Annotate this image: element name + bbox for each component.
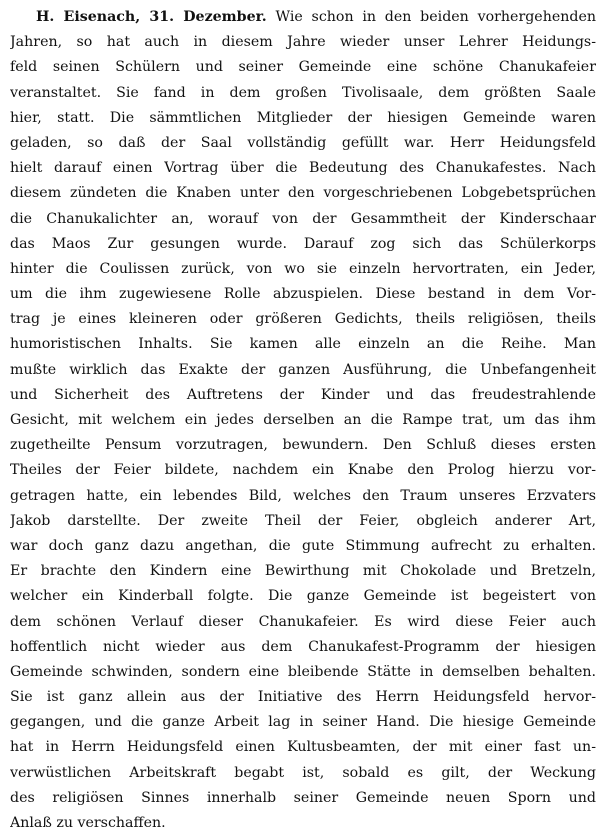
article-line: veranstaltet. Sie fand in dem großen Tivolisaale, dem größten Saale [10, 84, 596, 101]
article-line: Er brachte den Kindern eine Bewirthung mit Chokolade und Bretzeln, [10, 563, 596, 580]
article-line: zugetheilte Pensum vorzutragen, bewundern. Den Schluß dieses ersten [10, 437, 596, 454]
article-line: welcher ein Kinderball folgte. Die ganze Gemeinde ist begeistert von [10, 588, 596, 605]
article-line: hoffentlich nicht wieder aus dem Chanukafest-Programm der hiesigen [10, 638, 596, 655]
article-line: Sie ist ganz allein aus der Initiative des Herrn Heidungsfeld hervor- [10, 689, 596, 706]
article-line: das Maos Zur gesungen wurde. Darauf zog sich das Schülerkorps [10, 235, 596, 252]
dateline: H. Eisenach, 31. Dezember. [36, 9, 267, 25]
article-line: mußte wirklich das Exakte der ganzen Ausführung, die Unbefangenheit [10, 361, 596, 378]
article-line: Theiles der Feier bildete, nachdem ein Knabe den Prolog hierzu vor- [10, 462, 596, 479]
article-line: die Chanukalichter an, worauf von der Gesammtheit der Kinderschaar [10, 210, 596, 227]
article-line: Jakob darstellte. Der zweite Theil der Feier, obgleich anderer Art, [10, 512, 596, 529]
article-line: gegangen, und die ganze Arbeit lag in seiner Hand. Die hiesige Gemeinde [10, 714, 596, 731]
article-line: hinter die Coulissen zurück, von wo sie einzeln hervortraten, ein Jeder, [10, 260, 596, 277]
article-line: Gemeinde schwinden, sondern eine bleibende Stätte in demselben behalten. [10, 663, 596, 680]
article-line: des religiösen Sinnes innerhalb seiner Gemeinde neuen Sporn und [10, 789, 596, 806]
article-line: hielt darauf einen Vortrag über die Bedeutung des Chanukafestes. Nach [10, 160, 596, 177]
article-line: H. Eisenach, 31. Dezember. Wie schon in den beiden vorhergehenden [36, 9, 596, 25]
article-line: verwüstlichen Arbeitskraft begabt ist, sobald es gilt, der Weckung [10, 764, 596, 781]
article-line: hat in Herrn Heidungsfeld einen Kultusbeamten, der mit einer fast un- [10, 739, 596, 756]
article-line: Gesicht, mit welchem ein jedes derselben an die Rampe trat, um das ihm [10, 412, 596, 428]
article-line: und Sicherheit des Auftretens der Kinder und das freudestrahlende [10, 386, 596, 403]
article-line: trag je eines kleineren oder größeren Gedichts, theils religiösen, theils [10, 311, 596, 328]
article-line: diesem zündeten die Knaben unter den vorgeschriebenen Lobgebetsprüchen [10, 185, 596, 202]
article-line: feld seinen Schülern und seiner Gemeinde eine schöne Chanukafeier [10, 59, 596, 76]
article-line: um die ihm zugewiesene Rolle abzuspielen. Diese bestand in dem Vor- [10, 286, 596, 303]
article-line: Jahren, so hat auch in diesem Jahre wieder unser Lehrer Heidungs- [10, 34, 596, 51]
article-line: hier, statt. Die sämmtlichen Mitglieder der hiesigen Gemeinde waren [10, 109, 596, 126]
article-body [10, 5, 596, 836]
article-line: war doch ganz dazu angethan, die gute Stimmung aufrecht zu erhalten. [10, 537, 596, 554]
article-line: Anlaß zu verschaffen. [10, 815, 166, 831]
article-line: getragen hatte, ein lebendes Bild, welches den Traum unseres Erzvaters [10, 487, 596, 504]
article-line: geladen, so daß der Saal vollständig gefüllt war. Herr Heidungsfeld [10, 134, 596, 151]
article-line: humoristischen Inhalts. Sie kamen alle einzeln an die Reihe. Man [10, 336, 596, 353]
article-line: dem schönen Verlauf dieser Chanukafeier. Es wird diese Feier auch [10, 613, 596, 630]
